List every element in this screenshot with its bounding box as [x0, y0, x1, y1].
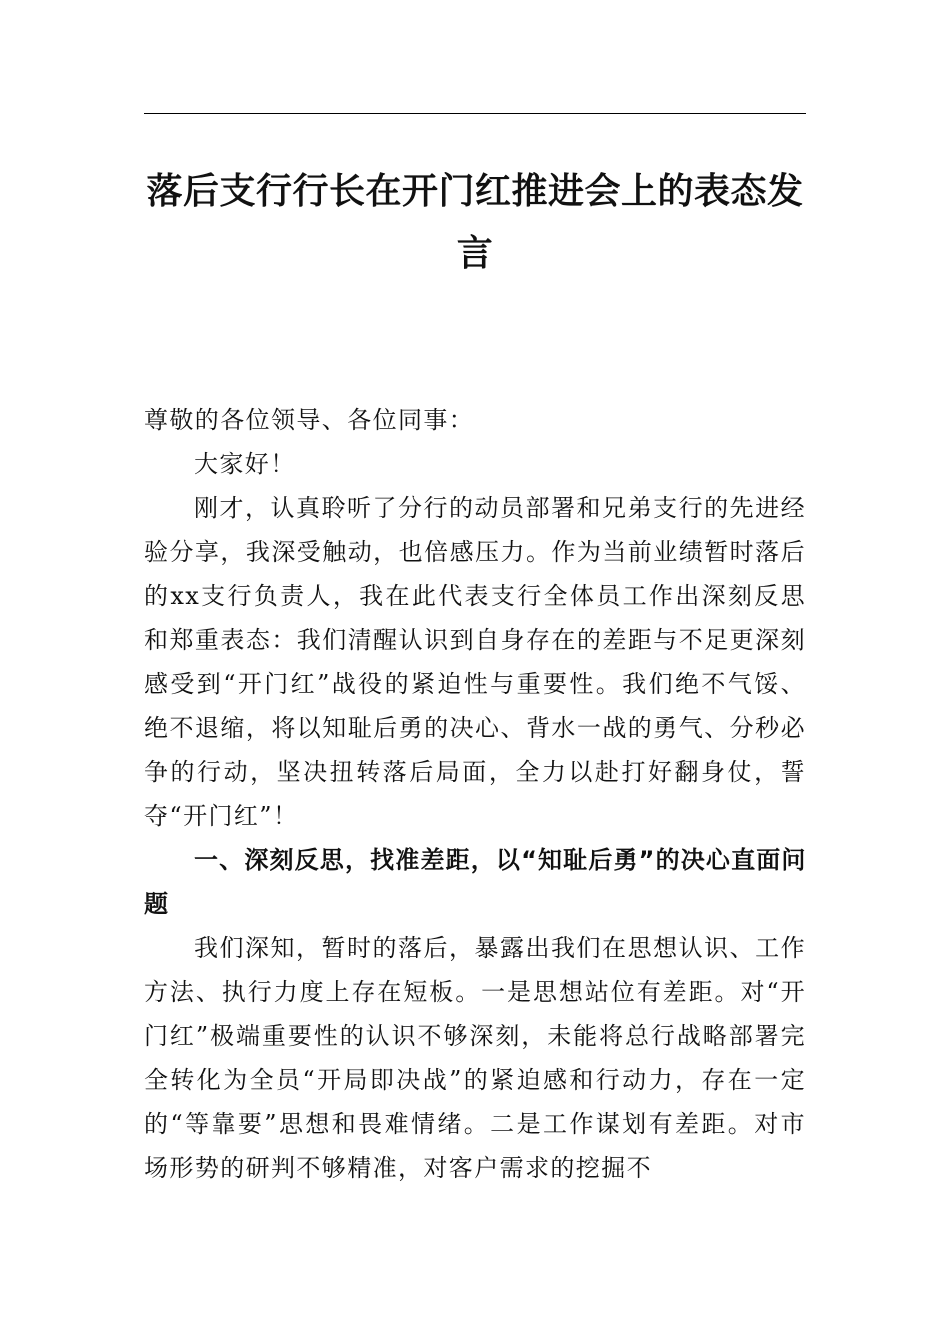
section-paragraph: 我们深知，暂时的落后，暴露出我们在思想认识、工作方法、执行力度上存在短板。一是思想站位有差距。对“开门红”极端重要性的认识不够深刻，未能将总行战略部署完全转化为全员“开局即决战”的紧迫感和行动力，存在一定的“等靠要”思想和畏难情绪。二是工作谋划有差距。对市场形势的研判不够精准，对客户需求的挖掘不: [144, 934, 806, 1182]
greeting: 大家好！: [194, 450, 296, 478]
intro-paragraph: 刚才，认真聆听了分行的动员部署和兄弟支行的先进经验分享，我深受触动，也倍感压力。作为当前业绩暂时落后的xx支行负责人，我在此代表支行全体员工作出深刻反思和郑重表态：我们清醒认识到自身存在的差距与不足更深刻感受到“开门红”战役的紧迫性与重要性。我们绝不气馁、绝不退缩，将以知耻后勇的决心、背水一战的勇气、分秒必争的行动，坚决扭转落后局面，全力以赴打好翻身仗，誓夺“开门红”！: [144, 494, 806, 830]
salutation: 尊敬的各位领导、各位同事：: [144, 406, 475, 434]
document-body: [144, 398, 806, 1190]
document-title: 落后支行行长在开门红推进会上的表态发言: [146, 170, 804, 274]
section-heading: 一、深刻反思，找准差距，以“知耻后勇”的决心直面问题: [144, 846, 806, 918]
header-rule: [144, 113, 806, 114]
